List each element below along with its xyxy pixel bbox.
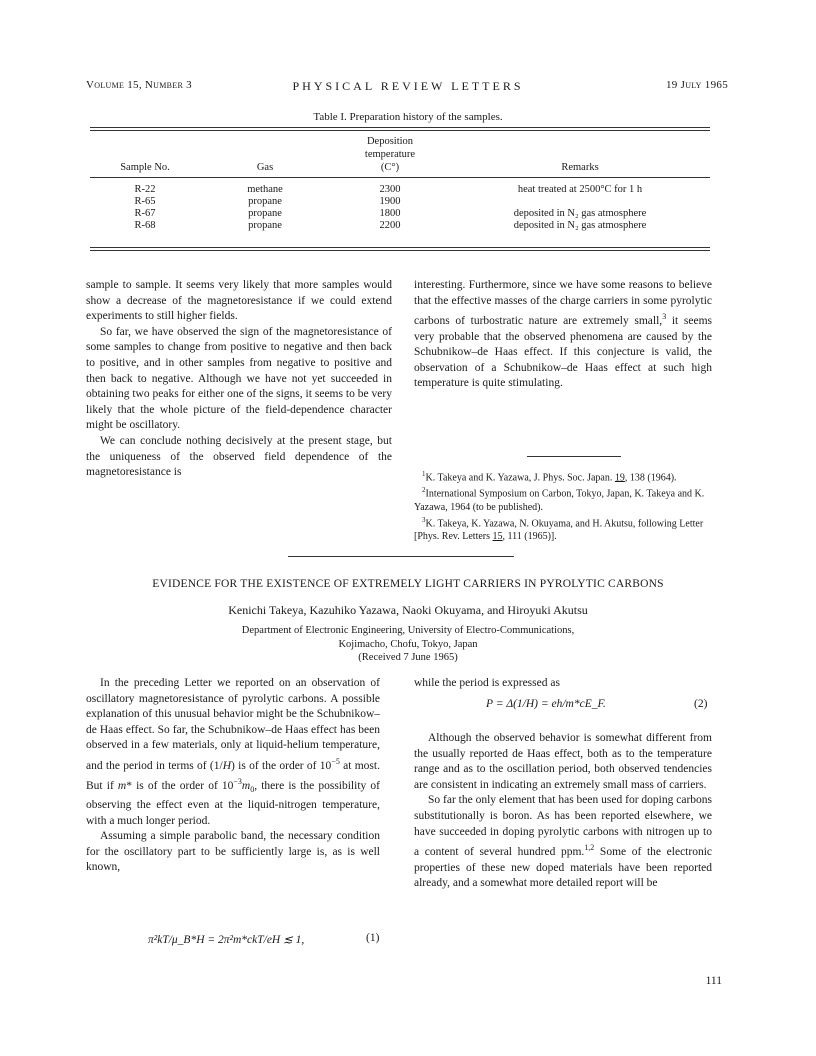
symbol-m: m [117,780,127,793]
equation-1-number: (1) [366,932,380,944]
article-right-column [414,676,712,692]
cell-gas: methane [247,184,283,195]
ref-mark-1-2: 1,2 [584,843,595,853]
header-sample: Sample No. [120,162,170,173]
header-temperature [330,135,450,178]
exponent: −5 [331,756,340,766]
cell-gas: propane [248,220,282,231]
cell-gas: propane [248,208,282,219]
text-span: , there is the possibility of observing the effect even at the liquid-nitrogen temperature, with a much longer period. [86,780,380,827]
footnote-2-number: 2 [422,486,426,495]
header-temp-line2: temperature [364,149,416,160]
prev-left-paragraph-3: We can conclude nothing decisively at the present stage, but the uniqueness of the observed field dependence of the magnetoresistance is [86,434,392,479]
footnotes [414,468,712,543]
text-span: ) is of the order of 10 [231,759,332,772]
preparation-table [90,135,710,232]
prev-left-paragraph-1: sample to sample. It seems very likely that more samples would show a decrease of the magnetoresistance if we could extend experiments to still higher fields. [86,279,392,323]
footnote-1-text-b: , 138 (1964). [624,472,677,484]
footnote-2 [414,484,712,513]
article-right-paragraph-3 [414,793,712,891]
subscript: 0 [250,785,255,795]
article-right-column-continued [414,731,712,892]
page-number: 111 [705,975,722,987]
footnote-3-text-a: K. Takeya, K. Yazawa, N. Okuyama, and H. Akutsu, following Letter [Phys. Rev. Letters [414,517,704,542]
prev-letter-right-column [414,278,712,392]
article-right-paragraph-1: while the period is expressed as [414,677,560,689]
equation-2-number: (2) [694,698,708,710]
footnote-1-text-a: K. Takeya and K. Yazawa, J. Phys. Soc. Japan. [425,472,615,484]
affiliation-line-2: Kojimacho, Chofu, Tokyo, Japan [338,638,478,650]
cell-temp: 1800 [379,208,401,219]
article-affiliation [0,624,816,665]
table-row [90,220,710,232]
text-span: So far the only element that has been used for doping carbons substitutionally is boron. As has been reported elsewhere, we have succeeded in doping pyrolytic carbons with nitrogen up to a content of several hundred ppm. [414,794,712,858]
article-right-paragraph-2: Although the observed behavior is somewhat different from the usually reported de Haas effect, both as to the temperature range and as to the oscillation period, both observed tendencies are consistent in indicating an extremely small mass of carriers. [414,732,712,791]
header-temp-line3: (C°) [380,162,400,173]
symbol-m0: m [241,780,251,793]
footnote-2-text: International Symposium on Carbon, Tokyo, Japan, K. Takeya and K. Yazawa, 1964 (to be published). [414,488,705,513]
cell-temp: 2300 [379,184,401,195]
cell-remarks: deposited in N₂ gas atmosphere [513,208,647,219]
cell-sample: R-65 [134,196,156,207]
article-left-paragraph-1 [86,676,380,829]
received-date: (Received 7 June 1965) [358,652,458,663]
table-bottom-rule [90,247,710,251]
cell-temp: 2200 [379,220,401,231]
footnote-1-volume: 19 [614,472,625,484]
cell-sample: R-22 [134,184,156,195]
cell-remarks: heat treated at 2500°C for 1 h [517,184,643,195]
exponent: −3 [233,777,242,787]
running-header-date: 19 July 1965 [665,79,728,91]
equation-2: P = Δ(1/H) = eh/m*cE_F. [486,698,606,710]
affiliation-line-1: Department of Electronic Engineering, University of Electro-Communications, [241,625,575,636]
header-gas: Gas [256,162,274,173]
symbol-H: H [222,759,232,772]
article-left-paragraph-2: Assuming a simple parabolic band, the necessary condition for the oscillatory part to be sufficiently large is, as is well known, [86,830,380,874]
footnote-1 [414,468,712,484]
prev-right-paragraph-1 [414,278,712,392]
article-title: EVIDENCE FOR THE EXISTENCE OF EXTREMELY LIGHT CARRIERS IN PYROLYTIC CARBONS [152,578,664,590]
article-left-column [86,676,380,876]
text-span: at most. But if [86,759,380,793]
table-row [90,208,710,220]
header-temp-line1: Deposition [366,136,414,147]
cell-remarks: deposited in N₂ gas atmosphere [513,220,647,231]
prev-left-paragraph-2: So far, we have observed the sign of the magnetoresistance of some samples to change from positive to negative and then back to positive, and in other samples from negative to positive and then back to negative. Although we have not yet succeeded in obtaining two peaks for either one of the signs, it seems to be very likely that the whole picture of the field-dependence character might be oscillatory. [86,325,392,432]
running-header-volume: Volume 15, Number 3 [86,79,192,91]
table-caption: Table I. Preparation history of the samples. [313,111,503,123]
footnote-1-number: 1 [422,470,426,478]
footnote-3-volume: 15 [492,530,503,542]
table-top-rule [90,127,710,131]
article-authors: Kenichi Takeya, Kazuhiko Yazawa, Naoki Okuyama, and Hiroyuki Akutsu [228,603,588,617]
prev-right-text-a: interesting. Furthermore, since we have some reasons to believe that the effective masses of the charge carriers in some pyrolytic carbons of turbostratic nature are extremely small, [414,279,712,328]
cell-sample: R-68 [134,220,156,231]
footnote-3 [414,514,712,543]
ref-mark-3: 3 [662,312,667,322]
text-span: * is of the order of 10 [126,780,234,793]
cell-gas: propane [248,196,282,207]
cell-sample: R-67 [134,208,156,219]
footnote-3-text-b: , 111 (1965)]. [502,530,557,542]
article-separator [288,556,514,557]
table-header-row [90,135,710,178]
prev-right-text-b: it seems very probable that the observed phenomena are caused by the Schubnikow–de Haas effect. If this conjecture is valid, the observation of a Schubnikow–de Haas effect at such high temperature is quite stimulating. [414,315,712,390]
text-span: Some of the electronic properties of these new doped materials have been reported already, and a somewhat more detailed report will be [414,845,713,890]
header-remarks: Remarks [561,162,599,173]
equation-1: π²kT/μ_B*H = 2π²m*ckT/eH ≲ 1, [148,934,305,946]
table-row [90,196,710,208]
table-row [90,178,710,196]
running-header-journal: PHYSICAL REVIEW LETTERS [292,79,524,93]
cell-remarks [450,196,710,208]
footnote-rule [527,456,621,457]
prev-letter-left-column [86,278,392,481]
footnote-3-number: 3 [422,515,426,524]
text-span: In the preceding Letter we reported on an observation of oscillatory magnetoresistance of pyrolytic carbons. A possible explanation of this unusual behavior might be the Schubnikow–de Haas effect. So far, the Schubnikow–de Haas effect has been observed in a few materials, only at liquid-helium temperature, and the period in terms of (1/ [86,677,380,772]
cell-temp: 1900 [379,196,401,207]
